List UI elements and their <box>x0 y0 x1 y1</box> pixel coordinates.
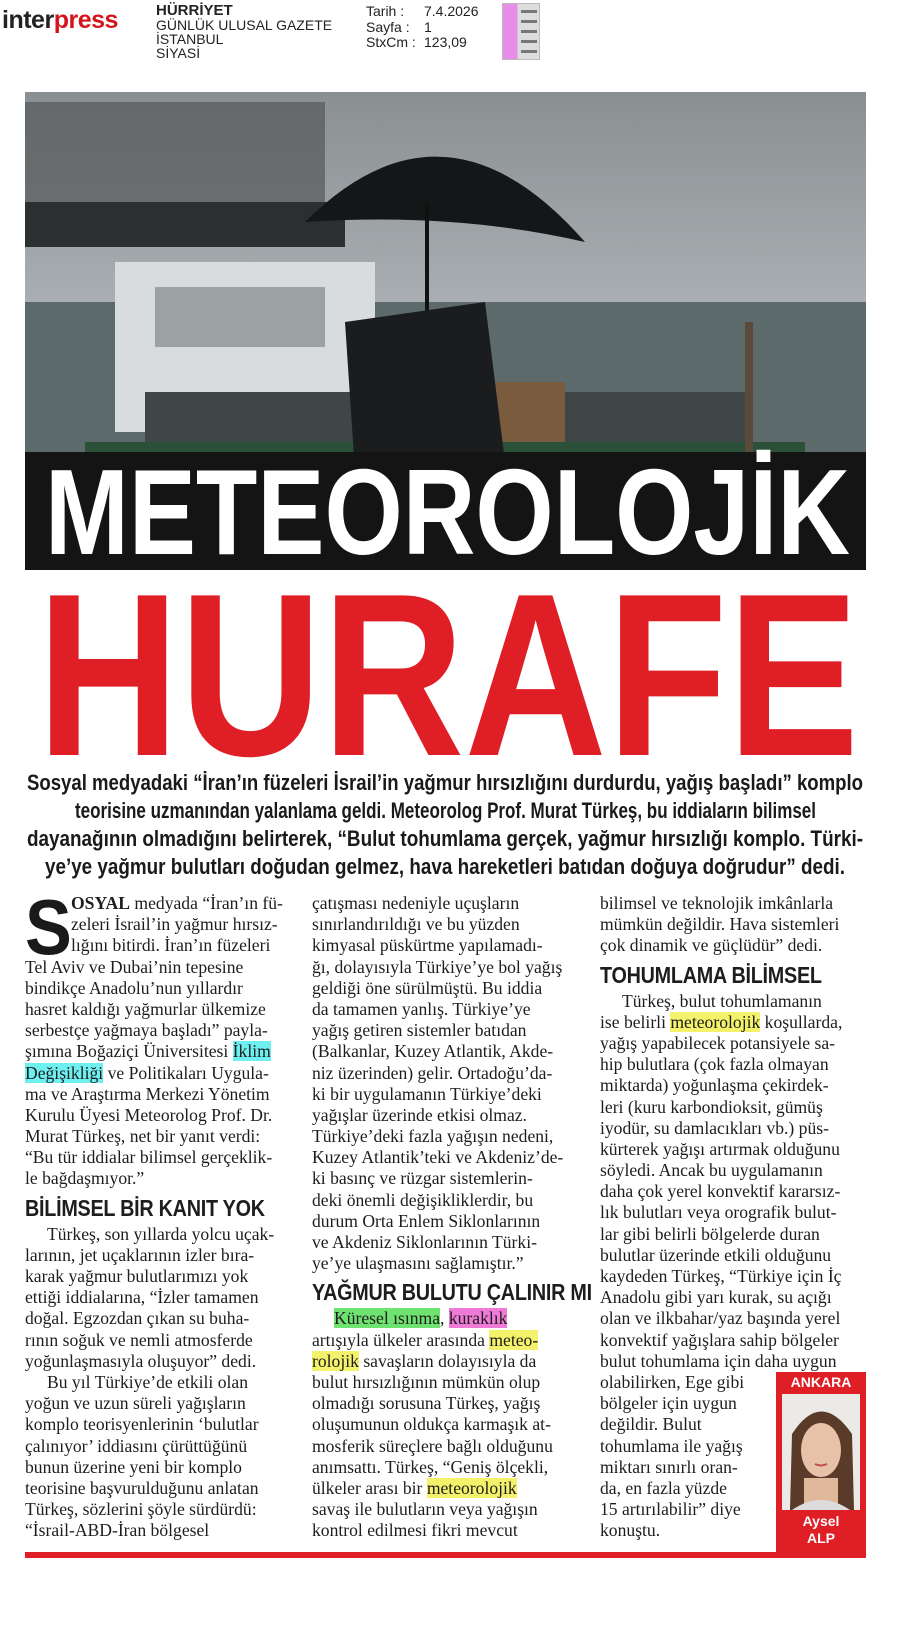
paragraph <box>312 893 588 1274</box>
text-line: sınırlandırıldığı ve bu yüzden <box>312 914 520 935</box>
text-line: çok dinamik ve güçlüdür” dedi. <box>600 935 823 956</box>
text-line <box>312 1330 588 1351</box>
highlighted-term: rolojik <box>312 1350 359 1371</box>
text-line: anımsattı. Türkeş, “Geniş ölçekli, <box>312 1456 549 1477</box>
text-line: olmadığı sorusuna Türkeş, yağış <box>312 1393 541 1414</box>
highlighted-term: Küresel ısınma <box>334 1308 441 1329</box>
text-line: durum Orta Enlem Siklonlarının <box>312 1210 541 1231</box>
clipping-header <box>0 0 921 65</box>
text-line: oluşumunun oldukça karmaşık at- <box>312 1414 551 1435</box>
text-line: Türkeş, sözlerini şöyle sürdürdü: <box>25 1499 257 1520</box>
text-line <box>312 1351 588 1372</box>
highlighted-term: meteorolojik <box>670 1011 761 1032</box>
text-line: da tamamen yanlış. Türkiye’ye <box>312 998 531 1019</box>
text-line: rının soğuk ve nemli atmosferde <box>25 1329 253 1350</box>
text-line: doğal. Egzozdan çıkan su buha- <box>25 1308 250 1329</box>
text-line <box>312 1308 588 1329</box>
text-line: yoğunlaşmasıyla oluşuyor” dedi. <box>25 1350 257 1371</box>
text-line: leri (kuru karbondioksit, gümüş <box>600 1096 823 1117</box>
text-line: hip bulutlara (çok fazla olmayan <box>600 1054 829 1075</box>
text-line: ki basınç ve rüzgar sistemlerin- <box>312 1168 533 1189</box>
author-photo <box>782 1394 860 1510</box>
publication-info <box>156 4 332 60</box>
text-line: deki önemli değişikliklerdir, bu <box>312 1189 534 1210</box>
article-photo <box>25 92 866 570</box>
deck-line: Sosyal medyadaki “İran’ın füzeleri İsrail’in yağmur hırsızlığını durdurdu, yağış başladı” komplo <box>27 770 863 795</box>
text-segment: , <box>440 1308 449 1329</box>
byline-city: ANKARA <box>790 1374 852 1390</box>
text-line: lar gibi belirli bölgelerde duran <box>600 1223 820 1244</box>
paragraph <box>25 1224 300 1372</box>
text-line: kürterek yağışı artırmak olduğunu <box>600 1138 840 1159</box>
text-line: söyledi. Ancak bu uygulamanın <box>600 1160 823 1181</box>
text-line: teorisine başvurulduğunu anlatan <box>25 1477 259 1498</box>
kicker-headline: METEOROLOJİK <box>45 444 850 570</box>
text-line: değildir. Bulut <box>600 1414 702 1435</box>
highlighted-term: İklim <box>232 1041 271 1062</box>
text-line: olan ve ilkbahar/yaz başında yerel <box>600 1308 841 1329</box>
text-line: Kurulu Üyesi Meteorolog Prof. Dr. <box>25 1104 273 1125</box>
publication-type: GÜNLÜK ULUSAL GAZETE <box>156 17 333 33</box>
text-line: bölgeler için uygun <box>600 1393 737 1414</box>
text-line: hasret kaldığı yağmurlar ülkemize <box>25 998 266 1019</box>
text-line: konuştu. <box>600 1520 661 1541</box>
text-line: ğı, dolayısıyla Türkiye’ye bol yağış <box>312 956 563 977</box>
text-line: tohumlama ile yağış <box>600 1435 743 1456</box>
text-segment: artışıyla ülkeler arasında <box>312 1329 490 1350</box>
text-line: bulutlar üzerinde etkili olduğunu <box>600 1244 832 1265</box>
byline-box <box>776 1372 866 1552</box>
text-line: Türkeş, son yıllarda yolcu uçak- <box>47 1223 275 1244</box>
publication-city: İSTANBUL <box>156 31 224 47</box>
deck-line: dayanağının olmadığını belirterek, “Bulut tohumlama gerçek, yağmur hırsızlığı komplo. Türki- <box>27 826 863 851</box>
text-segment: ve Politikaları Uygula- <box>103 1062 269 1083</box>
text-line: (Balkanlar, Kuzey Atlantik, Akde- <box>312 1041 554 1062</box>
text-line: mosferik süreçlere bağlı olduğunu <box>312 1435 553 1456</box>
paragraph <box>25 1372 300 1542</box>
text-line: Türkeş, bulut tohumlamanın <box>622 990 822 1011</box>
text-line: bindikçe Anadolu’nun yıllardır <box>25 977 243 998</box>
main-headline-wrap <box>25 575 866 765</box>
highlighted-term: kuraklık <box>448 1308 508 1329</box>
text-line: ye’ye ulaşmasını sağlamıştır.” <box>312 1253 524 1274</box>
article-column-1 <box>25 883 300 1541</box>
text-segment: medyada “İran’ın fü- <box>130 893 283 913</box>
text-line: ve Akdeniz Siklonlarının Türki- <box>312 1232 537 1252</box>
text-line: geldiği öne sürülmüştü. Bu iddia <box>312 977 543 998</box>
text-line: larının, jet uçaklarının izler bıra- <box>25 1244 255 1265</box>
text-line <box>25 1063 300 1084</box>
stxcm-value: 123,09 <box>424 34 467 50</box>
date-value: 7.4.2026 <box>424 3 479 19</box>
paragraph <box>312 1308 588 1541</box>
text-line <box>312 1478 588 1499</box>
text-line: lık bulutları veya orografik bulut- <box>600 1202 837 1223</box>
text-line <box>600 1012 866 1033</box>
highlighted-term: meteo- <box>489 1329 539 1350</box>
text-line: le bağdaşmıyor.” <box>25 1168 145 1189</box>
text-line: bulut hırsızlığının mümkün olup <box>312 1371 541 1392</box>
subheading: TOHUMLAMA BİLİMSEL <box>600 961 822 988</box>
article-deck <box>25 768 866 885</box>
text-line: “İsrail-ABD-İran bölgesel <box>25 1520 210 1541</box>
text-line: komplo teorisyenlerinin ‘bulutlar <box>25 1414 259 1435</box>
text-line: mümkün değildir. Hava sistemleri <box>600 914 840 935</box>
text-line: da, en fazla yüzde <box>600 1477 727 1498</box>
text-line: bunun üzerine yeni bir komplo <box>25 1456 242 1477</box>
text-line: bulut tohumlama için daha uygun <box>600 1350 837 1371</box>
text-line: iyodür, su damlacıkları vb.) püs- <box>600 1117 829 1138</box>
text-segment: savaşların dolayısıyla da <box>358 1350 537 1371</box>
bottom-rule <box>25 1552 866 1558</box>
text-line: miktarda) yoğunlaşma çekirdek- <box>600 1075 829 1096</box>
text-line: Bu yıl Türkiye’de etkili olan <box>47 1371 248 1392</box>
text-line: yağış yapabilecek potansiyele sa- <box>600 1032 835 1053</box>
text-line: zeleri İsrail’in yağmur hırsız- <box>71 914 278 935</box>
text-line: yağışlar üzerinde etkisi olmaz. <box>312 1104 527 1125</box>
deck-line: teorisine uzmanından yalanlama geldi. Meteorolog Prof. Murat Türkeş, bu iddiaların bilimsel <box>75 798 816 823</box>
text-line: Türkiye’deki fazla yağışın nedeni, <box>312 1126 554 1147</box>
text-line: olabilirken, Ege gibi <box>600 1371 745 1392</box>
text-segment: ülkeler arası bir <box>312 1477 427 1498</box>
text-line: kimyasal püskürtme yapılamadı- <box>312 935 543 956</box>
clipping-meta: Tarih : 7.4.2026 Sayfa : 1 StxCm : 123,09 <box>366 3 479 50</box>
text-line: ma ve Araştırma Merkezi Yönetim <box>25 1083 270 1104</box>
text-line: konvektif yağışlara sahip bölgeler <box>600 1329 839 1350</box>
article-column-2 <box>312 893 592 1541</box>
highlighted-term: meteorolojik <box>426 1477 517 1498</box>
main-headline: HURAFE <box>37 575 859 765</box>
subheading: YAĞMUR BULUTU ÇALINIR MI <box>312 1279 592 1306</box>
text-line: ki bir uygulamanın Türkiye’deki <box>312 1083 542 1104</box>
text-line: niz üzerinden) gelir. Ortadoğu’da- <box>312 1062 553 1083</box>
text-line: Tel Aviv ve Dubai’nin tepesine <box>25 956 244 977</box>
text-line: “Bu tür iddialar bilimsel gerçeklik- <box>25 1147 273 1168</box>
text-segment: şımına Boğaziçi Üniversitesi <box>25 1041 233 1062</box>
text-segment: koşullarda, <box>760 1011 843 1032</box>
paragraph <box>600 893 866 957</box>
text-line: daha çok yerel konvektif kararsız- <box>600 1181 841 1202</box>
text-line: karak yağmur bulutlarımızı yok <box>25 1266 249 1286</box>
text-line: çalınıyor’ iddiasını çürüttüğünü <box>25 1435 248 1456</box>
lead-word: OSYAL <box>71 893 131 913</box>
text-line: serbestçe yağmaya başladı” payla- <box>25 1020 268 1041</box>
text-line: 15 artırılabilir” diye <box>600 1499 741 1520</box>
page-value: 1 <box>424 18 432 35</box>
interpress-logo: interpress <box>2 6 118 34</box>
paragraph <box>25 883 300 1190</box>
text-line: bilimsel ve teknolojik imkânlarla <box>600 893 834 913</box>
text-line: çatışması nedeniyle uçuşların <box>312 893 520 913</box>
text-line: Murat Türkeş, net bir yanıt verdi: <box>25 1126 261 1147</box>
page-thumbnail[interactable] <box>502 3 540 60</box>
author-name: Aysel ALP <box>802 1513 840 1546</box>
text-line: yoğun ve uzun süreli yağışların <box>25 1393 246 1414</box>
text-line <box>25 1041 300 1062</box>
publication-category: SİYASİ <box>156 45 201 61</box>
text-line: yağış getiren sistemler batıdan <box>312 1020 527 1041</box>
text-line: Anadolu gibi yarı kurak, su açığı <box>600 1287 832 1308</box>
drop-cap: S <box>25 883 72 971</box>
publication-name: HÜRRİYET <box>156 2 233 19</box>
text-line: kaydeden Türkeş, “Türkiye için İç <box>600 1266 842 1286</box>
text-line: savaş ile bulutların veya yağışın <box>312 1499 538 1520</box>
text-line: lığını bitirdi. İran’ın füzeleri <box>71 935 271 956</box>
text-line: kontrol edilmesi fikri mevcut <box>312 1520 518 1541</box>
text-line: ettiği iddialarına, “İzler tamamen <box>25 1287 259 1308</box>
subheading: BİLİMSEL BİR KANIT YOK <box>25 1194 265 1221</box>
text-segment: ise belirli <box>600 1011 671 1032</box>
text-line: Kuzey Atlantik’teki ve Akdeniz’de- <box>312 1147 564 1168</box>
deck-line: ye’ye yağmur bulutları doğudan gelmez, hava hareketleri batıdan doğuya doğrudur” dedi. <box>45 854 845 879</box>
highlighted-term: Değişikliği <box>25 1062 104 1083</box>
text-line: miktarı sınırlı oran- <box>600 1456 738 1477</box>
